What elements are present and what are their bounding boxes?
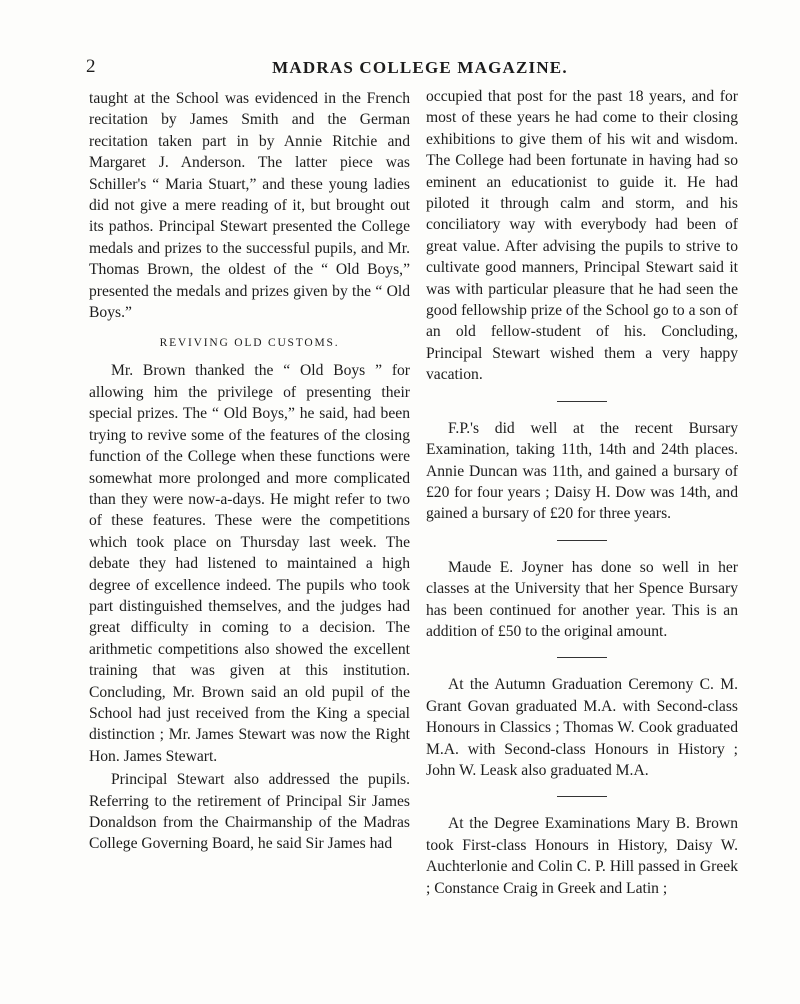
page-number: 2: [86, 56, 96, 77]
left-column: [89, 88, 410, 855]
left-paragraph-1: taught at the School was evidenced in the French recitation by James Smith and the German recitation taken part in by Annie Ritchie and Margaret J. Anderson. The latter piece was Schiller's “ Maria Stuart,” and these young ladies did not give a mere reading of it, but brought out its pathos. Principal Stewart presented the College medals and prizes to the successful pupils, and Mr. Thomas Brown, the oldest of the “ Old Boys,” presented the medals and prizes given by the “ Old Boys.”: [89, 90, 410, 322]
graduation-paragraph: At the Autumn Graduation Ceremony C. M. Grant Govan graduated M.A. with Second-class Honours in Classics ; Thomas W. Cook graduated M.A. with Second-class Honours in History ; John W. Leask also graduated M.A.: [426, 676, 738, 779]
section-divider: [557, 540, 607, 541]
right-column: [426, 86, 738, 899]
section-divider: [557, 657, 607, 658]
section-divider: [557, 796, 607, 797]
section-subheading: REVIVING OLD CUSTOMS.: [159, 337, 340, 350]
bursary-paragraph: F.P.'s did well at the recent Bursary Examination, taking 11th, 14th and 24th places. Annie Duncan was 11th, and gained a bursary of £20 for four years ; Daisy H. Dow was 14th, and gained a bursary of £20 for three years.: [426, 419, 738, 523]
section-divider: [557, 401, 607, 402]
degree-paragraph: At the Degree Examinations Mary B. Brown took First-class Honours in History, Daisy W. Auchterlonie and Colin C. P. Hill passed in Greek ; Constance Craig in Greek and Latin ;: [426, 815, 738, 897]
left-paragraph-2: Mr. Brown thanked the “ Old Boys ” for allowing him the privilege of presenting their special prizes. The “ Old Boys,” he said, had been trying to revive some of the features of the closing function of the College when these functions were somewhat more prolonged and more complicated than they were now-a-days. He might refer to two of these features. These were the competitions which took place on Thursday last week. The debate they had listened to maintained a high degree of excellence indeed. The pupils who took part distinguished themselves, and the judges had great difficulty in coming to a decision. The arithmetic competitions also showed the excellent training that was given at this institution. Concluding, Mr. Brown said an old pupil of the School had just received from the King a special distinction ; Mr. James Stewart was now the Right Hon. James Stewart.: [89, 362, 410, 765]
left-paragraph-3: Principal Stewart also addressed the pupils. Referring to the retirement of Principal Sir James Donaldson from the Chairmanship of the Madras College Governing Board, he said Sir James had: [89, 771, 410, 853]
running-head: MADRAS COLLEGE MAGAZINE.: [272, 58, 568, 77]
right-paragraph-1: occupied that post for the past 18 years, and for most of these years he had come to their closing exhibitions to give them of his wit and wisdom. The College had been fortunate in having had so eminent an educationist to guide it. He had piloted it through calm and storm, and his conciliatory way with everybody had been of great value. After advising the pupils to strive to cultivate good manners, Principal Stewart said it was with particular pleasure that he had seen the good fellowship prize of the School go to a son of an old fellow-student of his. Concluding, Principal Stewart wished them a very happy vacation.: [426, 88, 738, 384]
joyner-paragraph: Maude E. Joyner has done so well in her classes at the University that her Spence Bursary has been continued for another year. This is an addition of £50 to the original amount.: [426, 558, 738, 640]
